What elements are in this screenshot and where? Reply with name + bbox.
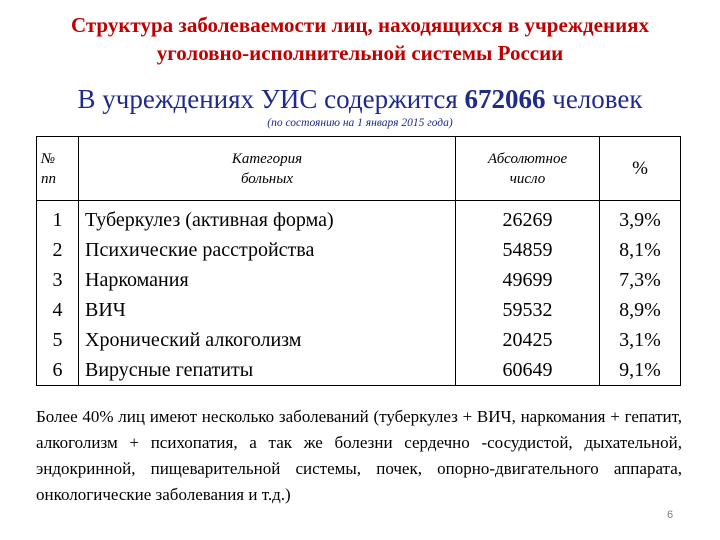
row-number: 1 — [52, 209, 63, 231]
header-number-line2: пп — [41, 170, 56, 187]
subtitle-suffix: человек — [545, 84, 643, 114]
slide-title-line-2: уголовно-исполнительной системы России — [156, 41, 564, 65]
row-absolute: 49699 — [502, 269, 553, 291]
header-absolute-line2: число — [509, 170, 546, 187]
header-absolute — [456, 137, 600, 201]
category-column — [79, 201, 456, 386]
row-absolute: 54859 — [502, 239, 553, 261]
date-note: (по состоянию на 1 января 2015 года) — [267, 117, 453, 129]
subtitle — [0, 82, 720, 116]
row-number: 3 — [52, 269, 63, 291]
row-category: Хронический алкоголизм — [85, 329, 302, 351]
row-category: ВИЧ — [85, 299, 126, 321]
header-category-line1: Категория — [231, 150, 303, 167]
row-category: Вирусные гепатиты — [85, 359, 254, 381]
row-number: 4 — [52, 299, 63, 321]
row-number: 5 — [52, 329, 63, 351]
number-column — [37, 201, 79, 386]
table-body — [37, 201, 681, 386]
subtitle-prefix: В учреждениях УИС содержится — [77, 84, 465, 114]
row-percent: 8,1% — [619, 239, 661, 261]
morbidity-table — [36, 136, 681, 386]
header-category-line2: больных — [240, 170, 294, 187]
row-number: 6 — [52, 359, 63, 381]
row-absolute: 26269 — [502, 209, 553, 231]
slide-title-line-1: Структура заболеваемости лиц, находящихся в учреждениях — [70, 13, 650, 37]
row-category: Наркомания — [85, 269, 189, 291]
header-absolute-line1: Абсолютное — [487, 150, 568, 167]
header-category — [79, 137, 456, 201]
row-absolute: 59532 — [502, 299, 553, 321]
row-category: Психические расстройства — [85, 239, 315, 261]
row-absolute: 60649 — [502, 359, 553, 381]
row-percent: 9,1% — [619, 359, 661, 381]
row-category: Туберкулез (активная форма) — [85, 209, 334, 231]
subtitle-number: 672066 — [464, 84, 546, 114]
header-number-line1: № — [41, 150, 56, 167]
absolute-column — [456, 201, 600, 386]
row-absolute: 20425 — [502, 329, 553, 351]
row-percent: 7,3% — [619, 269, 661, 291]
row-number: 2 — [52, 239, 63, 261]
percent-column — [600, 201, 681, 386]
row-percent: 3,1% — [619, 329, 661, 351]
page-number: 6 — [667, 509, 674, 521]
row-percent: 8,9% — [619, 299, 661, 321]
header-number — [37, 137, 79, 201]
table-header-row — [37, 137, 681, 201]
footnote-paragraph: Более 40% лиц имеют несколько заболеваний (туберкулез + ВИЧ, наркомания + гепатит, алкоголизм + психопатия, а так же болезни сердечно -сосудистой, дыхательной, эндокринной, пищеварительной системы, почек, опорно-двигательного аппарата, онкологические заболевания и т.д.) — [36, 407, 682, 504]
header-percent: % — [600, 137, 681, 201]
row-percent: 3,9% — [619, 209, 661, 231]
